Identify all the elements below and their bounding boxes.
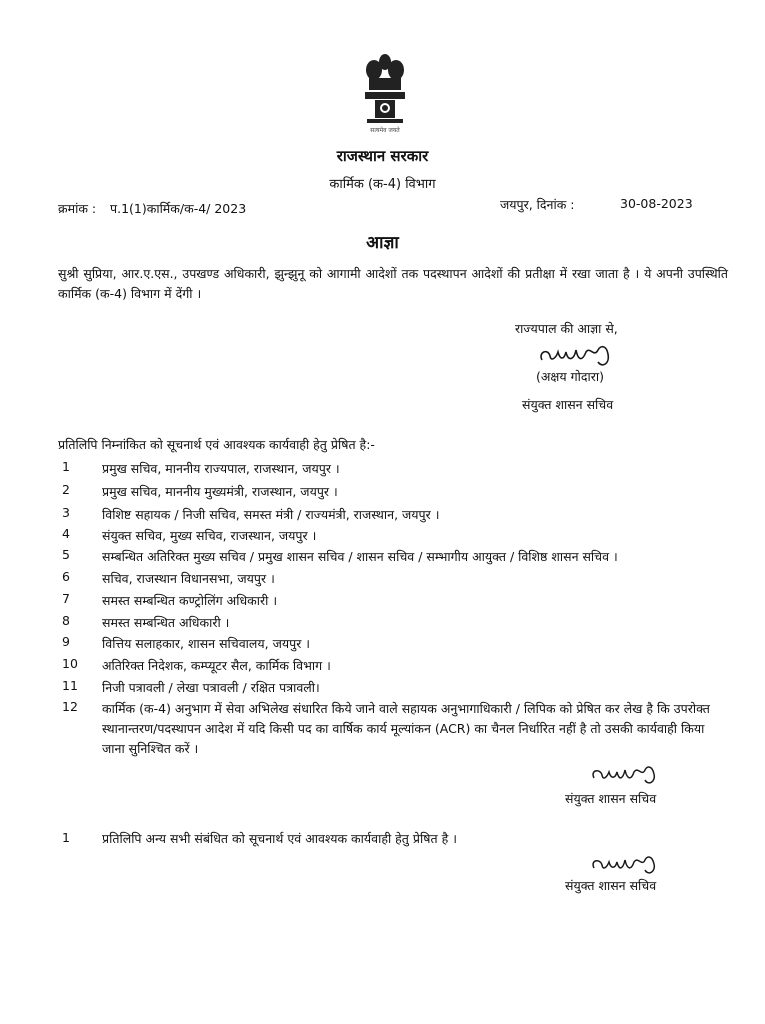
authority-line: राज्यपाल की आज्ञा से, xyxy=(515,321,618,336)
list-item: प्रमुख सचिव, माननीय राज्यपाल, राजस्थान, जयपुर । xyxy=(102,461,340,476)
list-item-number: 7 xyxy=(62,591,70,606)
signer-designation: संयुक्त शासन सचिव xyxy=(522,397,614,412)
order-date: 30-08-2023 xyxy=(620,196,693,211)
signer-designation: संयुक्त शासन सचिव xyxy=(565,791,657,806)
list-item: संयुक्त सचिव, मुख्य सचिव, राजस्थान, जयपुर । xyxy=(102,528,317,543)
list-item: सम्बन्धित अतिरिक्त मुख्य सचिव / प्रमुख शासन सचिव / शासन सचिव / सम्भागीय आयुक्त / विशिष्ठ शासन सचिव । xyxy=(102,549,618,564)
department-name: कार्मिक (क-4) विभाग xyxy=(329,177,436,192)
list-item-number: 1 xyxy=(62,459,70,474)
list-item: प्रमुख सचिव, माननीय मुख्यमंत्री, राजस्थान, जयपुर । xyxy=(102,484,338,499)
order-body: सुश्री सुप्रिया, आर.ए.एस., उपखण्ड अधिकारी, झुन्झुनू को आगामी आदेशों तक पदस्थापन आदेशों की प्रतीक्षा में रखा जाता है । ये अपनी उपस्थिति कार्मिक (क-4) विभाग में देंगी । xyxy=(58,266,728,301)
list-item-number: 11 xyxy=(62,678,78,693)
list-item-number: 1 xyxy=(62,830,70,845)
place-date-label: जयपुर, दिनांक : xyxy=(500,197,575,212)
signer-designation: संयुक्त शासन सचिव xyxy=(565,878,657,893)
list-item: वित्तिय सलाहकार, शासन सचिवालय, जयपुर । xyxy=(102,636,311,651)
list-item: सचिव, राजस्थान विधानसभा, जयपुर । xyxy=(102,571,275,586)
list-item: समस्त सम्बन्धित कण्ट्रोलिंग अधिकारी । xyxy=(102,593,278,608)
list-item-number: 9 xyxy=(62,634,70,649)
list-item-number: 4 xyxy=(62,526,70,541)
signer-name: (अक्षय गोदारा) xyxy=(536,369,604,384)
list-item-number: 8 xyxy=(62,613,70,628)
list-item-number: 10 xyxy=(62,656,78,671)
signature-image xyxy=(536,338,616,370)
signature-image xyxy=(590,850,660,878)
reference-number: प.1(1)कार्मिक/क-4/ 2023 xyxy=(110,201,247,216)
order-title: आज्ञा xyxy=(366,233,399,253)
reference-label: क्रमांक : xyxy=(58,201,97,216)
emblem-motto: सत्यमेव जयते xyxy=(370,127,400,134)
list-item: अतिरिक्त निदेशक, कम्प्यूटर सैल, कार्मिक विभाग । xyxy=(102,658,331,673)
list-item: समस्त सम्बन्धित अधिकारी । xyxy=(102,615,230,630)
list-item-number: 6 xyxy=(62,569,70,584)
list-item: कार्मिक (क-4) अनुभाग में सेवा अभिलेख संधारित किये जाने वाले सहायक अनुभागाधिकारी / लिपिक को प्रेषित कर लेख है कि उपरोक्त स्थानान्तरण/पदस्थापन आदेश में यदि किसी पद का वार्षिक कार्य मूल्यांकन (ACR) का चैनल निर्धारित नहीं है तो उसकी कार्यवाही किया जाना सुनिश्चित करें । xyxy=(102,701,710,756)
list-item: निजी पत्रावली / लेखा पत्रावली / रक्षित पत्रावली। xyxy=(102,680,320,695)
final-copy-text: प्रतिलिपि अन्य सभी संबंधित को सूचनार्थ एवं आवश्यक कार्यवाही हेतु प्रेषित है । xyxy=(102,831,457,846)
list-item-number: 2 xyxy=(62,482,70,497)
state-emblem-icon xyxy=(357,52,413,134)
list-item-number: 12 xyxy=(62,699,78,714)
list-item-number: 3 xyxy=(62,505,70,520)
list-item: विशिष्ट सहायक / निजी सचिव, समस्त मंत्री / राज्यमंत्री, राजस्थान, जयपुर । xyxy=(102,507,440,522)
list-item-number: 5 xyxy=(62,547,70,562)
government-name: राजस्थान सरकार xyxy=(336,147,429,165)
copy-list-intro: प्रतिलिपि निम्नांकित को सूचनार्थ एवं आवश्यक कार्यवाही हेतु प्रेषित है:- xyxy=(58,437,375,452)
signature-image xyxy=(590,760,660,788)
